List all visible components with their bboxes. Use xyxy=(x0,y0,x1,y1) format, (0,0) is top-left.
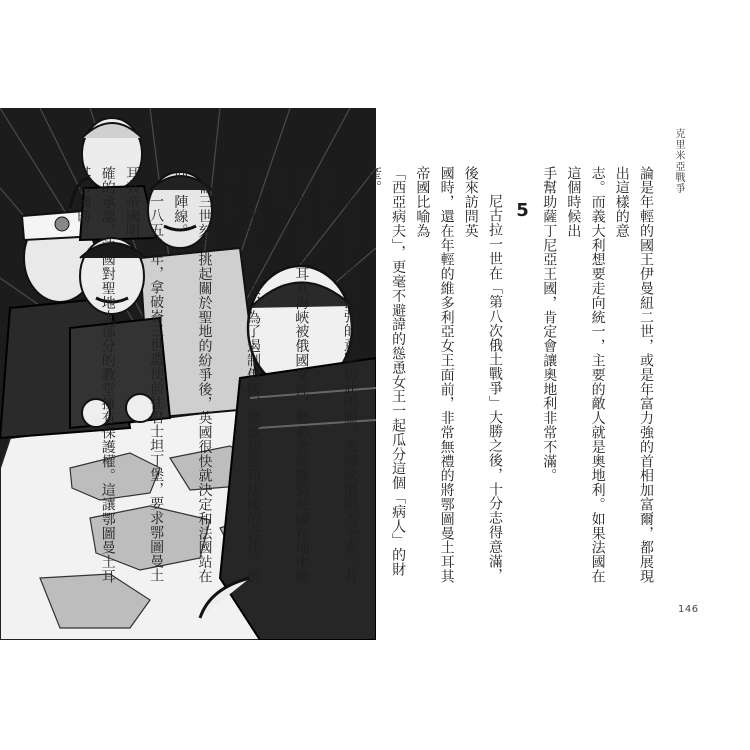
paragraph-line: 志。而義大利想要走向統一，主要的敵人就是奧地利。如果法國在這個時候出 xyxy=(565,166,606,584)
paragraph-line: 國時，還在年輕的維多利亞女王面前，非常無禮的將鄂圖曼土耳其帝國比喻為 xyxy=(414,166,455,584)
paragraph-line: 確的承認，法國對聖地大部分的教堂擁有保護權。這讓鄂圖曼土耳其帝國時 xyxy=(75,166,116,584)
page-number: 146 xyxy=(678,604,699,615)
paragraph-line: 「西亞病夫」，更毫不避諱的慫恿女王一起瓜分這個「病人」的財產。 xyxy=(365,166,407,577)
paragraph-line: 論是年輕的國王伊曼紐二世，或是年富力強的首相加富爾，都展現出這樣的意 xyxy=(613,166,654,584)
body-text xyxy=(71,166,658,596)
paragraph-line: 因此，很多人都主張，為了遏制俄國，應該加強和法國的合作。於是，在拿 xyxy=(220,166,261,584)
paragraph-line: 尼古拉一世在「第八次俄土戰爭」大勝之後，十分志得意滿，後來訪問英 xyxy=(462,166,503,583)
section-number: 5 xyxy=(511,200,533,221)
paragraph-line: 眼看俄國在近東擴張的意圖如此明顯，英國政壇陷入不安：若做為亞洲 xyxy=(317,166,358,583)
paragraph-line: 一八五〇年，拿破崙三世遣使前往君士坦丁堡，要求鄂圖曼土耳其帝國明 xyxy=(123,166,165,583)
running-header: 克里米亞戰爭 xyxy=(673,128,684,194)
paragraph-line: 手幫助薩丁尼亞王國，肯定會讓奧地利非常不滿。 xyxy=(541,166,558,483)
paragraph-line: 和歐洲分界的土耳其海峽被俄國掌控，勢必會影響到英國在地中海的勢力。 xyxy=(269,166,310,584)
paragraph-line: 破崙三世刻意挑起關於聖地的紛爭後，英國很快就決定和法國站在同一陣線。 xyxy=(172,166,213,584)
